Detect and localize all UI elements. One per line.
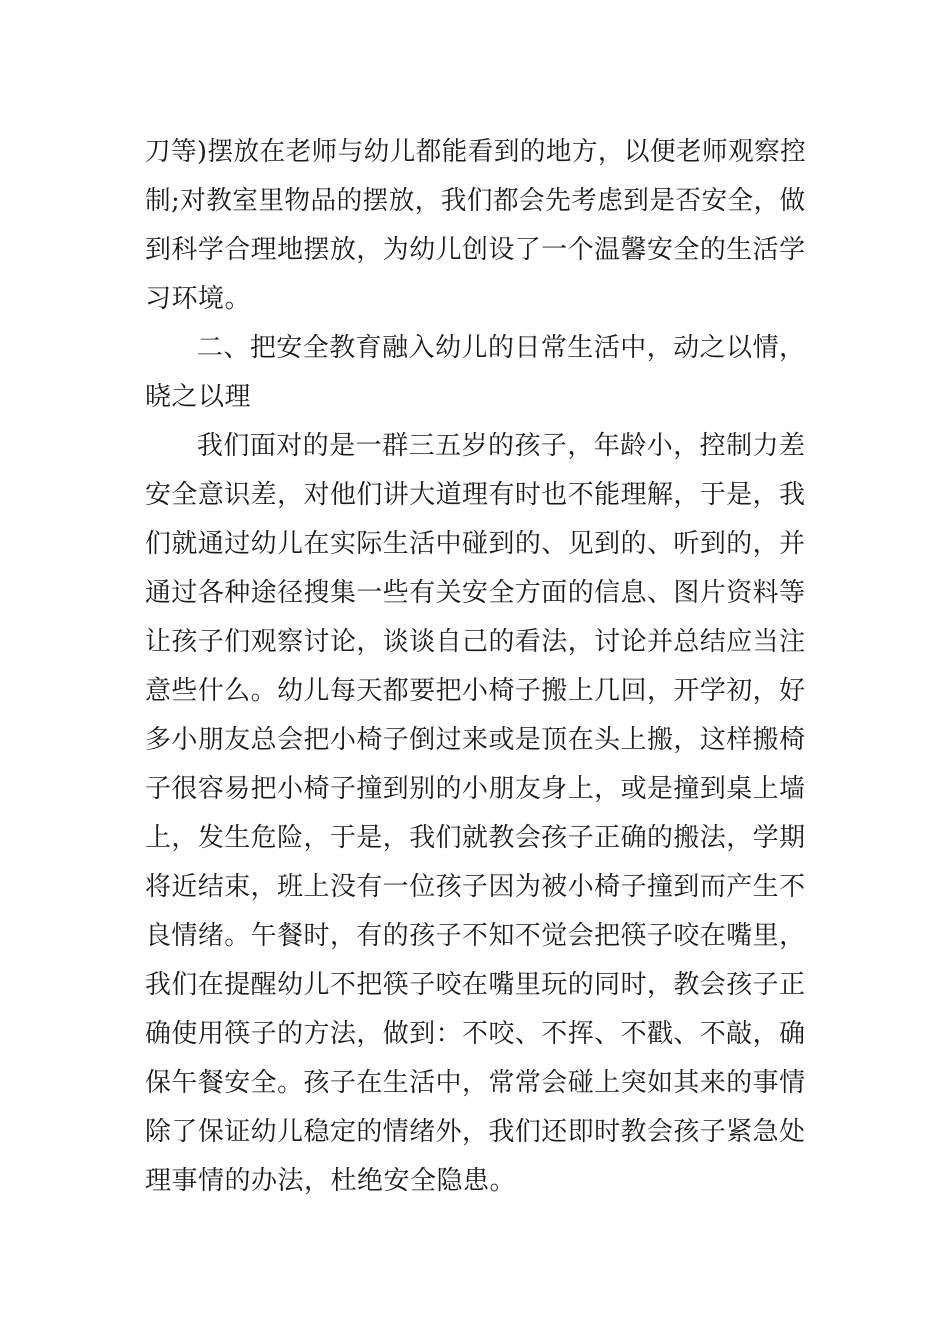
text-line: 我们面对的是一群三五岁的孩子，年龄小，控制力差 (196, 431, 806, 461)
text-line: 多小朋友总会把小椅子倒过来或是顶在头上搬，这样搬椅 (145, 725, 806, 755)
text-line: 意些什么。幼儿每天都要把小椅子搬上几回，开学初，好 (145, 676, 806, 706)
text-line: 理事情的办法，杜绝安全隐患。 (145, 1166, 517, 1196)
text-line: 除了保证幼儿稳定的情绪外，我们还即时教会孩子紧急处 (145, 1117, 806, 1147)
text-line: 们就通过幼儿在实际生活中碰到的、见到的、听到的，并 (145, 529, 806, 559)
text-line: 子很容易把小椅子撞到别的小朋友身上，或是撞到桌上墙 (145, 774, 806, 804)
paragraph (145, 422, 806, 1206)
text-line: 将近结束，班上没有一位孩子因为被小椅子撞到而产生不 (145, 872, 806, 902)
text-line: 让孩子们观察讨论，谈谈自己的看法，讨论并总结应当注 (145, 627, 806, 657)
text-line: 二、把安全教育融入幼儿的日常生活中，动之以情， (196, 333, 806, 363)
text-line: 确使用筷子的方法，做到：不咬、不挥、不戳、不敲，确 (145, 1019, 806, 1049)
text-line: 保午餐安全。孩子在生活中，常常会碰上突如其来的事情 (145, 1068, 806, 1098)
text-line: 良情绪。午餐时，有的孩子不知不觉会把筷子咬在嘴里， (145, 921, 806, 951)
text-line: 刀等)摆放在老师与幼儿都能看到的地方，以便老师观察控 (145, 137, 807, 167)
text-line: 我们在提醒幼儿不把筷子咬在嘴里玩的同时，教会孩子正 (145, 970, 806, 1000)
text-line: 晓之以理 (145, 382, 252, 412)
text-line: 习环境。 (145, 284, 252, 314)
paragraph (145, 128, 806, 324)
document-body (145, 128, 806, 1206)
text-line: 通过各种途径搜集一些有关安全方面的信息、图片资料等 (145, 578, 806, 608)
paragraph (145, 324, 806, 422)
text-line: 到科学合理地摆放，为幼儿创设了一个温馨安全的生活学 (145, 235, 806, 265)
text-line: 安全意识差，对他们讲大道理有时也不能理解，于是，我 (145, 480, 806, 510)
text-line: 制;对教室里物品的摆放，我们都会先考虑到是否安全，做 (145, 186, 806, 216)
text-line: 上，发生危险，于是，我们就教会孩子正确的搬法，学期 (145, 823, 806, 853)
